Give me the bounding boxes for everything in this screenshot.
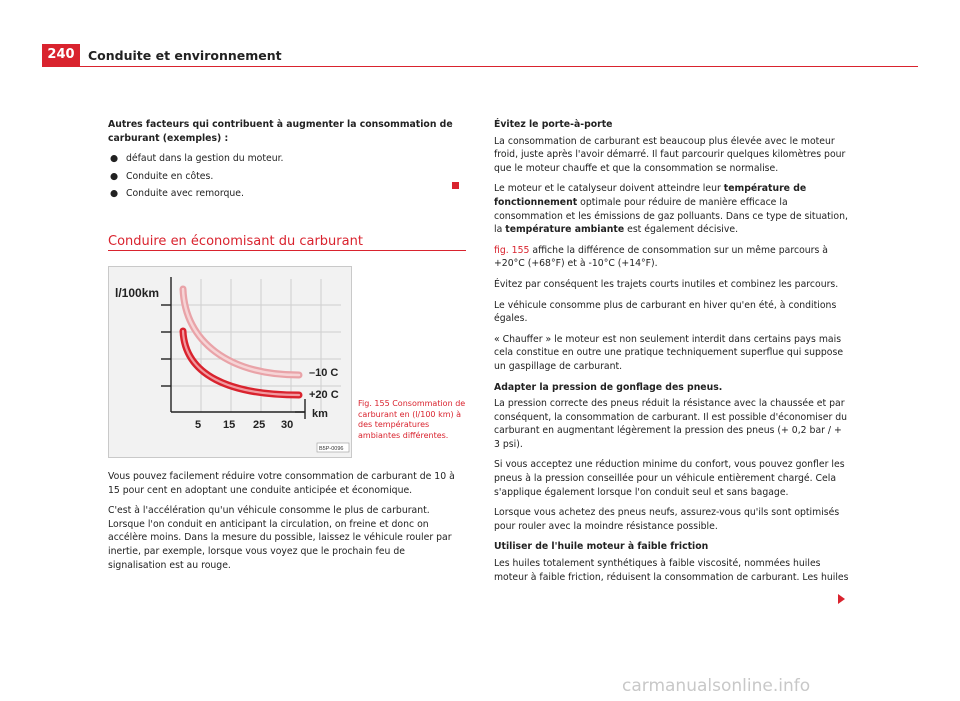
figure-caption: Fig. 155 Consommation de carburant en (l/100 km) à des températures ambiantes différentes. [358,399,466,440]
paragraph: « Chauffer » le moteur est non seulement interdit dans certains pays mais cela constitue en outre une pratique techniquement superflue qui suppose un gaspillage de carburant. [494,333,844,372]
subheading: Évitez le porte-à-porte [494,119,613,130]
x-tick-label: 15 [223,419,236,431]
curve-label-minus10: –10 C [309,367,339,379]
bullet-icon: ● [110,153,119,165]
subheading: Adapter la pression de gonflage des pneus. [494,381,723,393]
list-item-text: Conduite en côtes. [126,170,214,182]
list-item-text: défaut dans la gestion du moteur. [126,153,284,165]
bullet-icon: ● [110,188,119,200]
bold-term: température ambiante [505,224,625,236]
left-body [108,470,466,579]
x-axis-unit: km [312,408,328,420]
right-column [494,118,850,591]
paragraph: Lorsque vous achetez des pneus neufs, assurez-vous qu'ils sont optimisés pour rouler avec la moindre résistance possible. [494,507,840,532]
continue-arrow-icon [838,594,845,604]
bullet-icon: ● [110,170,119,182]
paragraph: Le véhicule consomme plus de carburant en hiver qu'en été, à conditions égales. [494,299,837,325]
list-item [108,170,466,184]
subheading: Utiliser de l'huile moteur à faible friction [494,541,709,553]
consumption-diagram [109,267,351,457]
paragraph: Vous pouvez facilement réduire votre consommation de carburant de 10 à 15 pour cent en adoptant une conduite anticipée et économique. [108,471,455,496]
page-number: 240 [42,44,80,66]
paragraph: La pression correcte des pneus réduit la résistance avec la chaussée et par conséquent, la consommation de carburant. Il est possible d'économiser du carburant en augmentant légèrement la pression des pneus (+ 0,2 bar / + 3 psi). [494,398,848,450]
header-rule [42,66,918,67]
paragraph [494,244,850,271]
list-item [108,187,466,201]
section-title: Conduire en économisant du carburant [108,234,363,249]
text-run: optimale pour réduire de manière efficace la consommation et les émissions de gaz polluants. Dans ce type de situation, la [494,196,848,236]
paragraph [494,182,850,236]
text-run: affiche la différence de consommation sur un même parcours à +20°C (+68°F) et à -10°C (+14°F). [494,244,828,270]
factor-list [108,152,466,201]
chapter-title: Conduite et environnement [88,48,282,63]
paragraph: C'est à l'accélération qu'un véhicule consomme le plus de carburant. Lorsque l'on conduit en anticipant la circulation, on freine et donc on accélère moins. Dans la mesure du possible, laissez le véhicule rouler par inertie, par exemple, lorsque vous voyez que le prochain feu de signalisation est au rouge. [108,505,452,571]
text-run: Le moteur et le catalyseur doivent atteindre leur [494,183,724,195]
paragraph: Les huiles totalement synthétiques à faible viscosité, nommées huiles moteur à faible friction, réduisent la consommation de carburant. Les huiles [494,558,849,583]
list-item [108,152,466,166]
section-rule [108,250,466,251]
consumption-figure [108,266,352,458]
section-end-marker-icon [452,182,459,189]
x-tick-label: 5 [195,419,202,431]
watermark: carmanualsonline.info [622,676,811,696]
figure-link[interactable]: fig. 155 [494,244,530,256]
y-axis-label: l/100km [115,286,160,300]
left-column-intro [108,118,466,205]
x-tick-label: 25 [253,419,266,431]
curve-label-plus20: +20 C [309,389,339,401]
bold-term: température de fonctionnement [494,183,807,208]
figure-code: B5P-0096 [319,446,344,452]
paragraph: Si vous acceptez une réduction minime du confort, vous pouvez gonfler les pneus à la pression conseillée pour un véhicule entièrement chargé. Cela s'applique également lorsque l'on conduit seul et sans bagage. [494,459,845,498]
text-run: est également décisive. [624,224,739,236]
intro-heading: Autres facteurs qui contribuent à augmenter la consommation de carburant (exemples) : [108,119,453,144]
x-tick-label: 30 [281,419,294,431]
list-item-text: Conduite avec remorque. [126,188,244,200]
paragraph: La consommation de carburant est beaucoup plus élevée avec le moteur froid, juste après l'avoir démarré. Il faut parcourir quelques kilomètres pour que le moteur chauffe et que la consommation se normalise. [494,135,846,174]
paragraph: Évitez par conséquent les trajets courts inutiles et combinez les parcours. [494,278,839,290]
